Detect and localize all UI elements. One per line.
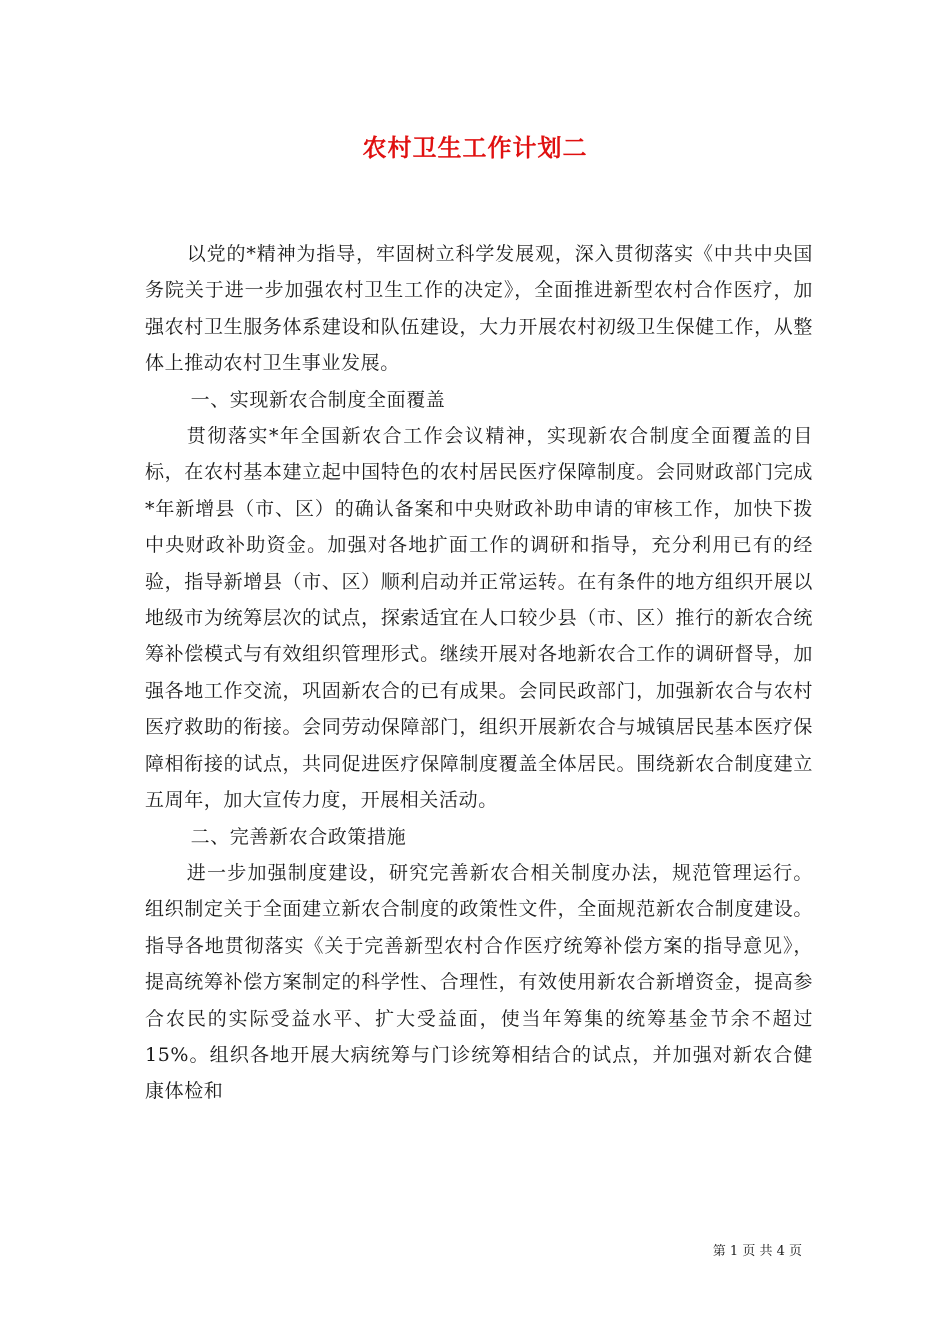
section-1-paragraph: 贯彻落实*年全国新农合工作会议精神，实现新农合制度全面覆盖的目标，在农村基本建立起中国特色的农村居民医疗保障制度。会同财政部门完成*年新增县（市、区）的确认备案和中央财政补助申请的审核工作，加快下拨中央财政补助资金。加强对各地扩面工作的调研和指导，充分利用已有的经验，指导新增县（市、区）顺利启动并正常运转。在有条件的地方组织开展以地级市为统筹层次的试点，探索适宜在人口较少县（市、区）推行的新农合统筹补偿模式与有效组织管理形式。继续开展对各地新农合工作的调研督导，加强各地工作交流，巩固新农合的已有成果。会同民政部门，加强新农合与农村医疗救助的衔接。会同劳动保障部门，组织开展新农合与城镇居民基本医疗保障相衔接的试点，共同促进医疗保障制度覆盖全体居民。围绕新农合制度建立五周年，加大宣传力度，开展相关活动。 (145, 425, 813, 812)
section-heading-1: 一、实现新农合制度全面覆盖 (190, 388, 446, 411)
section-heading-2: 二、完善新农合政策措施 (190, 825, 407, 848)
document-body (145, 236, 813, 1110)
page-number: 第 1 页 共 4 页 (712, 1244, 802, 1259)
section-2-paragraph: 进一步加强制度建设，研究完善新农合相关制度办法，规范管理运行。组织制定关于全面建立新农合制度的政策性文件，全面规范新农合制度建设。指导各地贯彻落实《关于完善新型农村合作医疗统筹补偿方案的指导意见》，提高统筹补偿方案制定的科学性、合理性，有效使用新农合新增资金，提高参合农民的实际受益水平、扩大受益面，使当年筹集的统筹基金节余不超过 15%。组织各地开展大病统筹与门诊统筹相结合的试点，并加强对新农合健康体检和 (145, 861, 813, 1103)
document-title: 农村卫生工作计划二 (362, 133, 588, 162)
intro-paragraph: 以党的*精神为指导，牢固树立科学发展观，深入贯彻落实《中共中央国务院关于进一步加强农村卫生工作的决定》，全面推进新型农村合作医疗，加强农村卫生服务体系建设和队伍建设，大力开展农村初级卫生保健工作，从整体上推动农村卫生事业发展。 (145, 243, 813, 375)
